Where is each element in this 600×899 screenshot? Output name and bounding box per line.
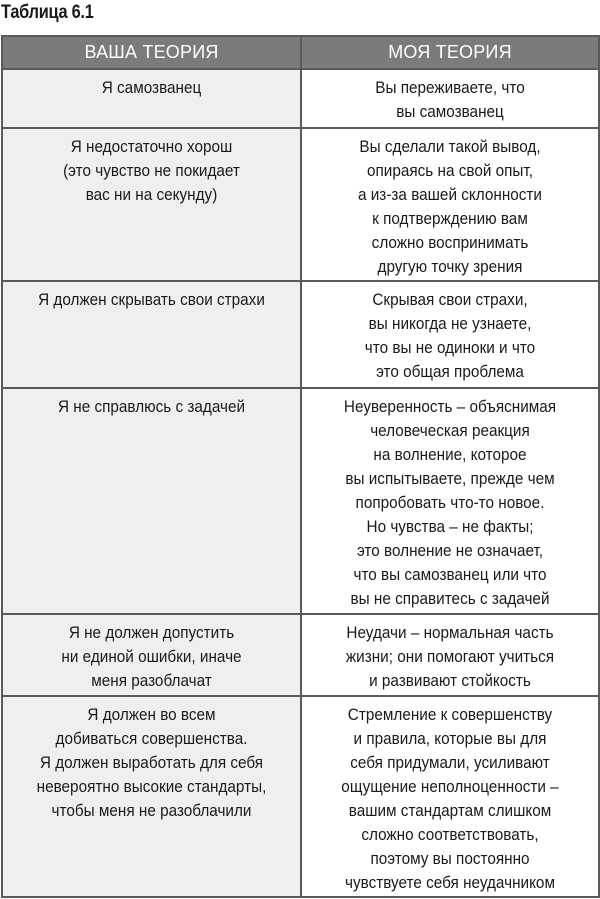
my-theory-cell: [301, 128, 599, 281]
text-line: Я должен выработать для себя: [39, 753, 264, 772]
text-line: ощущение неполноценности –: [341, 777, 559, 796]
text-line: чтобы меня не разоблачили: [51, 801, 252, 820]
theory-table: [1, 35, 600, 898]
text-line: Вы сделали такой вывод,: [359, 137, 541, 156]
text-line: и правила, которые вы для: [353, 729, 547, 748]
text-line: меня разоблачат: [91, 671, 212, 690]
text-line: опираясь на свой опыт,: [367, 161, 533, 180]
text-line: сложно соответствовать,: [361, 825, 539, 844]
cell-text: [3, 615, 300, 693]
my-theory-cell: [301, 388, 599, 614]
your-theory-cell: [2, 614, 301, 696]
table-row: [2, 388, 599, 614]
cell-text: [302, 282, 598, 384]
cell-text: [302, 70, 598, 124]
text-line: ни единой ошибки, иначе: [61, 647, 242, 666]
text-line: чувствуете себя неудачником: [345, 873, 555, 892]
text-line: вы никогда не узнаете,: [368, 314, 532, 333]
text-line: вы не справитесь с задачей: [350, 589, 550, 608]
cell-text: [302, 129, 598, 279]
your-theory-cell: [2, 696, 301, 897]
text-line: на волнение, которое: [373, 445, 527, 464]
your-theory-cell: [2, 128, 301, 281]
your-theory-cell: [2, 388, 301, 614]
table-row: [2, 281, 599, 388]
text-line: это общая проблема: [376, 362, 524, 381]
table-row: [2, 69, 599, 128]
text-line: себя придумали, усиливают: [350, 753, 550, 772]
my-theory-cell: [301, 69, 599, 128]
text-line: невероятно высокие стандарты,: [36, 777, 267, 796]
your-theory-cell: [2, 281, 301, 388]
text-line: человеческая реакция: [370, 421, 530, 440]
text-line: что вы самозванец или что: [353, 565, 547, 584]
cell-text: [302, 697, 598, 895]
text-line: вас ни на секунду): [85, 185, 218, 204]
text-line: поэтому вы постоянно: [370, 849, 530, 868]
cell-text: [302, 615, 598, 693]
text-line: Неуверенность – объяснимая: [343, 397, 557, 416]
text-line: Вы переживаете, что: [375, 78, 525, 97]
table-row: [2, 614, 599, 696]
cell-text: [3, 697, 300, 823]
text-line: Скрывая свои страхи,: [372, 290, 528, 309]
cell-text: [3, 129, 300, 207]
cell-text: [3, 389, 300, 419]
text-line: Я не справлюсь с задачей: [57, 397, 246, 416]
header-your-theory: ВАША ТЕОРИЯ: [2, 36, 301, 69]
text-line: а из-за вашей склонности: [358, 185, 542, 204]
header-my-theory: МОЯ ТЕОРИЯ: [301, 36, 599, 69]
your-theory-cell: [2, 69, 301, 128]
text-line: Неудачи – нормальная часть: [346, 623, 554, 642]
text-line: вы самозванец: [396, 102, 504, 121]
text-line: к подтверждению вам: [372, 209, 528, 228]
my-theory-cell: [301, 696, 599, 897]
text-line: добиваться совершенства.: [55, 729, 248, 748]
text-line: сложно воспринимать: [371, 233, 529, 252]
table-row: [2, 696, 599, 897]
cell-text: [3, 70, 300, 100]
text-line: и развивают стойкость: [369, 671, 531, 690]
text-line: другую точку зрения: [377, 257, 523, 276]
text-line: Стремление к совершенству: [347, 705, 553, 724]
my-theory-cell: [301, 614, 599, 696]
text-line: вашим стандартам слишком: [348, 801, 552, 820]
my-theory-cell: [301, 281, 599, 388]
text-line: попробовать что-то новое.: [355, 493, 545, 512]
header-row: [2, 36, 599, 69]
text-line: (это чувство не покидает: [63, 161, 240, 180]
text-line: вы испытываете, прежде чем: [345, 469, 555, 488]
text-line: Я самозванец: [101, 78, 202, 97]
text-line: жизни; они помогают учиться: [345, 647, 555, 666]
text-line: Я должен скрывать свои страхи: [38, 290, 265, 309]
text-line: Я не должен допустить: [68, 623, 235, 642]
text-line: это волнение не означает,: [356, 541, 544, 560]
table-title: Таблица 6.1: [1, 2, 94, 23]
text-line: что вы не одиноки и что: [364, 338, 536, 357]
text-line: Но чувства – не факты;: [366, 517, 534, 536]
cell-text: [3, 282, 300, 312]
text-line: Я недостаточно хорош: [70, 137, 233, 156]
text-line: Я должен во всем: [87, 705, 216, 724]
table-row: [2, 128, 599, 281]
cell-text: [302, 389, 598, 611]
